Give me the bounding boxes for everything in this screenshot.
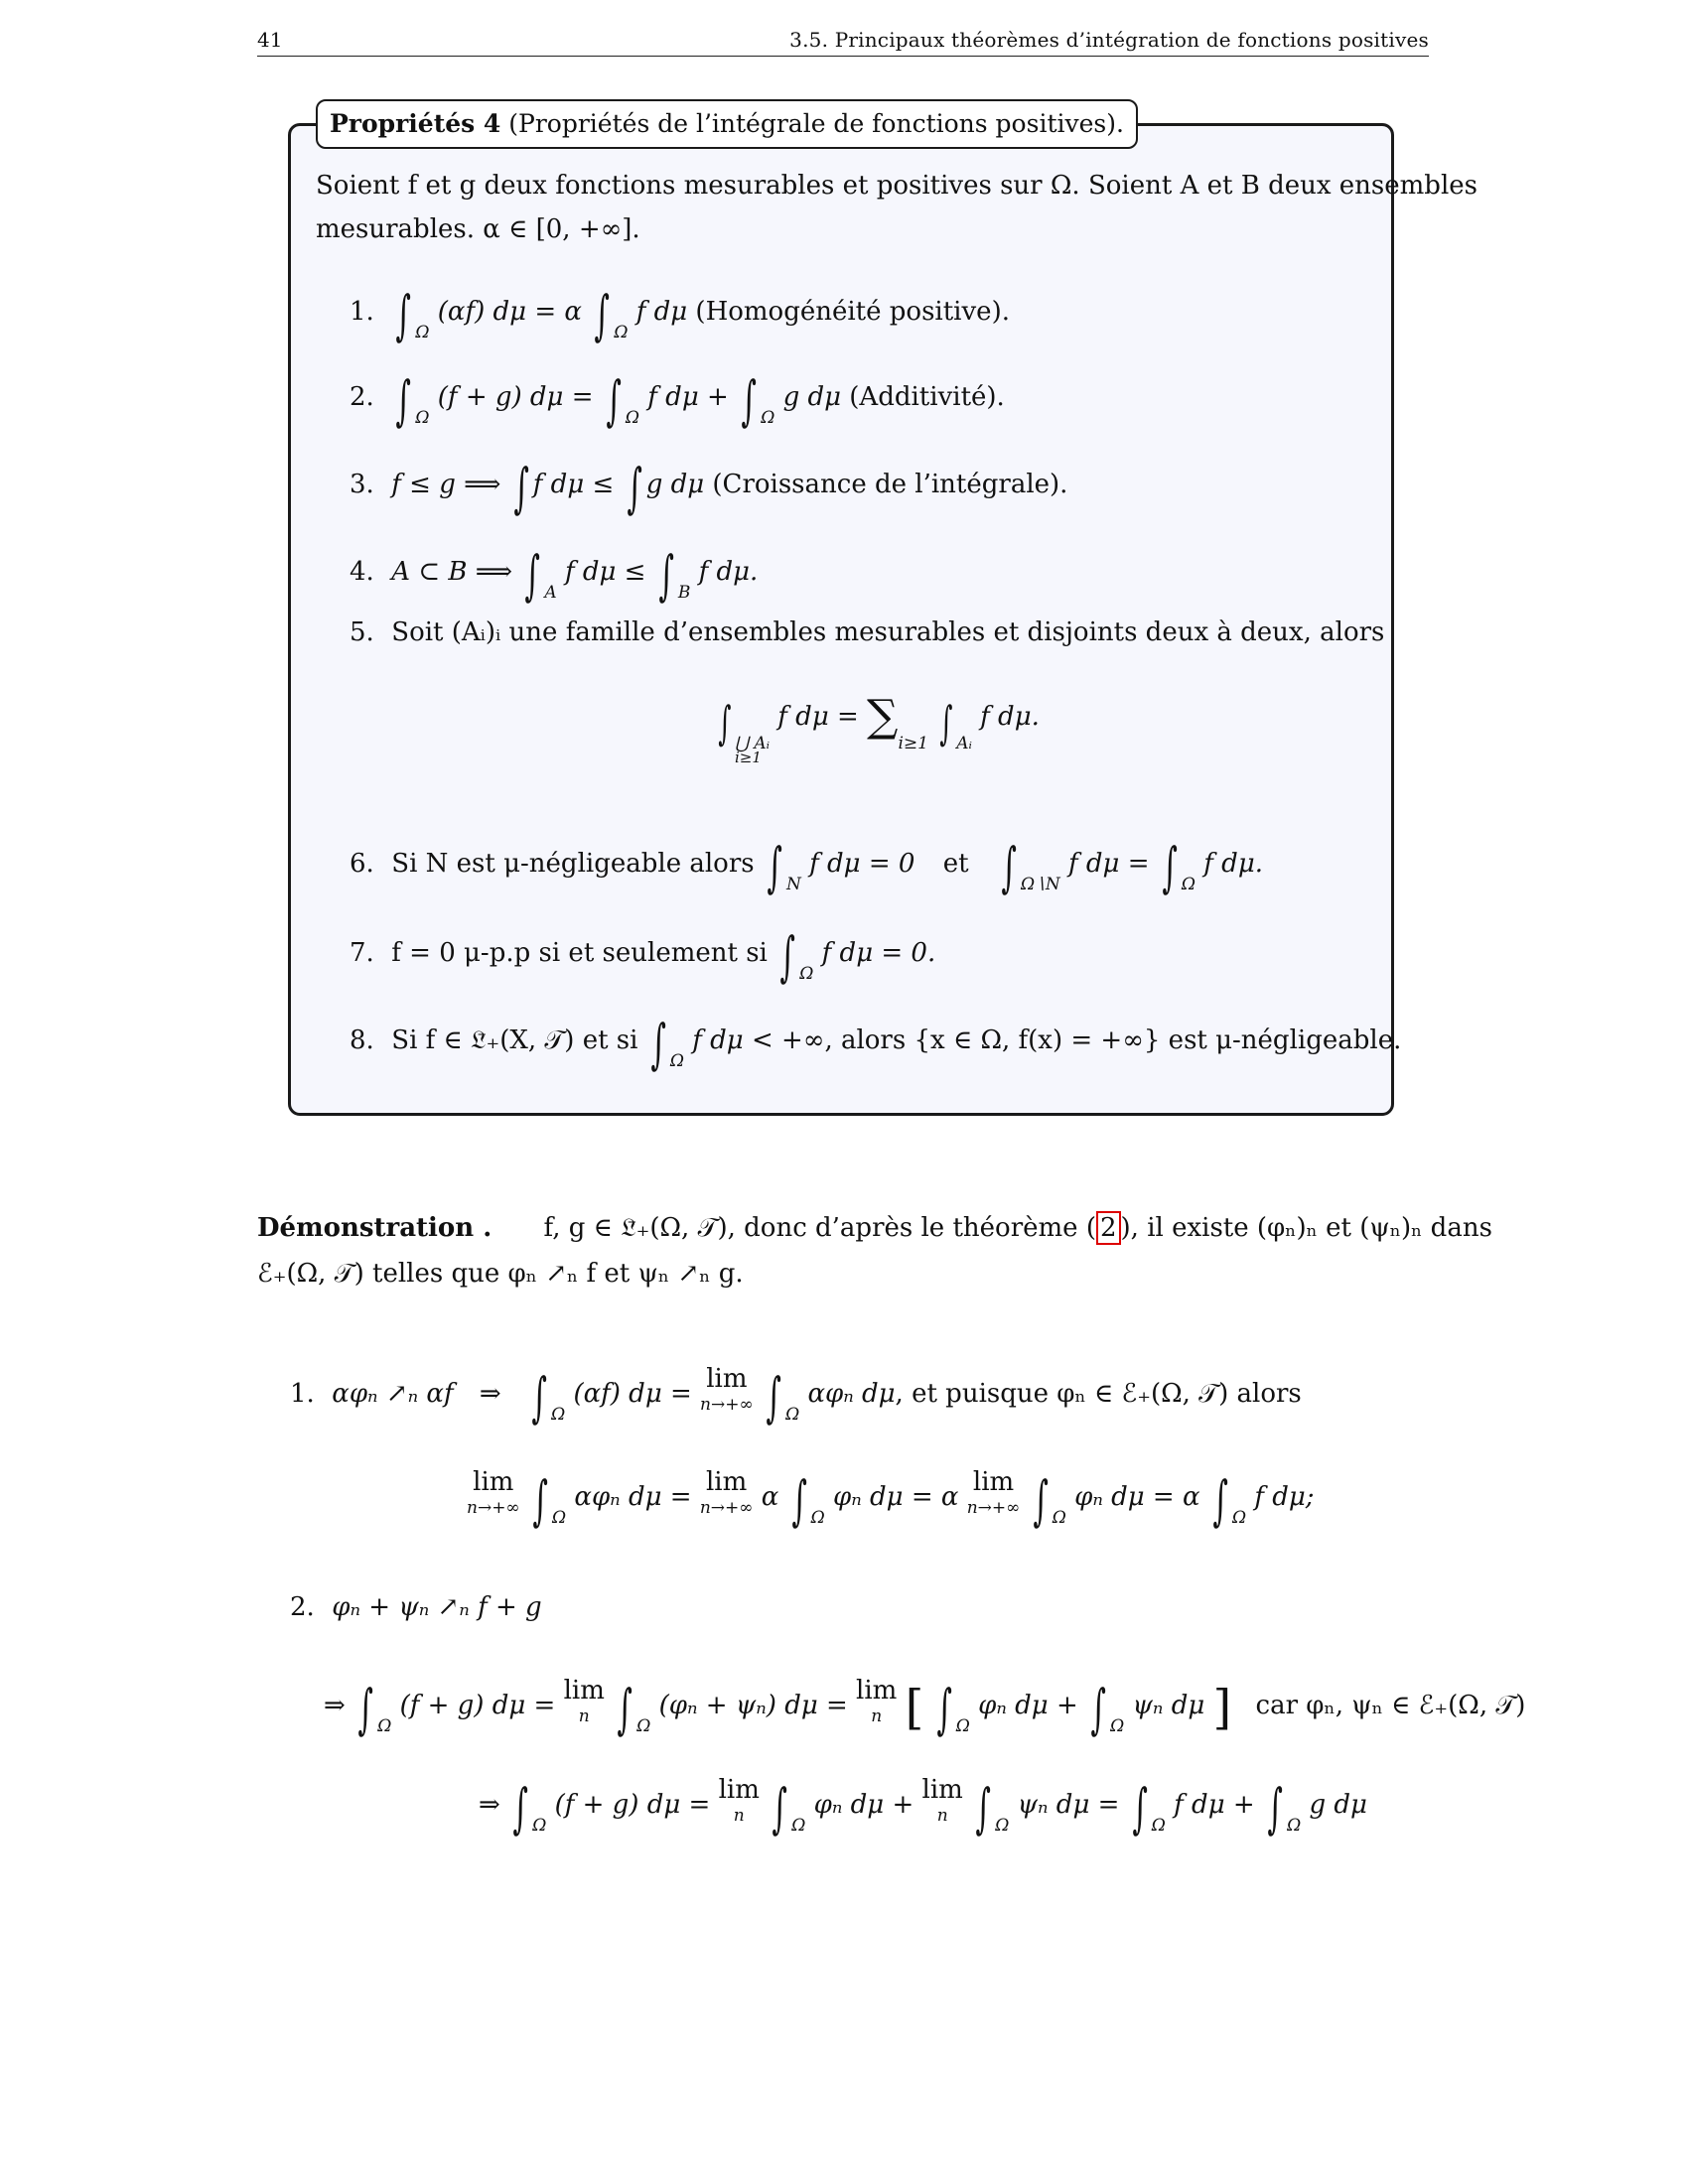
running-header	[257, 28, 1429, 57]
properties-title	[316, 99, 1138, 149]
item-number: 1.	[350, 297, 374, 327]
page-number: 41	[257, 28, 283, 52]
item-text: (Homogénéité positive).	[695, 297, 1010, 327]
item-number: 2.	[350, 382, 374, 412]
item-text: (Croissance de l’intégrale).	[712, 470, 1068, 499]
property-item-3: 3. f ≤ g ⟹ ∫ f dμ ≤ ∫ g dμ (Croissance de l’intégrale).	[350, 457, 1068, 519]
proof-text-1: f, g ∈ 𝔏̄₊(Ω, 𝒯), donc d’après le théorème (	[543, 1213, 1096, 1243]
item-number: 4.	[350, 557, 374, 587]
step2-head: φₙ + ψₙ ↗ₙ f + g	[332, 1592, 542, 1622]
step1-tail: , et puisque φₙ ∈ ℰ₊(Ω, 𝒯) alors	[895, 1379, 1302, 1409]
item-text: (Additivité).	[849, 382, 1005, 412]
step-number: 1.	[290, 1379, 315, 1409]
proof-line-2: ℰ₊(Ω, 𝒯) telles que φₙ ↗ₙ f et ψₙ ↗ₙ g.	[257, 1259, 744, 1289]
properties-title-bold: Propriétés 4	[330, 109, 501, 138]
property-item-7: 7. f = 0 μ-p.p si et seulement si ∫ $_\Omega$ f dμ = 0.	[350, 925, 936, 988]
property-item-5	[350, 617, 1384, 647]
item-text: Si f ∈ 𝔏̄₊(X, 𝒯) et si	[391, 1025, 638, 1055]
section-title: 3.5. Principaux théorèmes d’intégration de fonctions positives	[789, 28, 1429, 52]
property-item-8: 8. Si f ∈ 𝔏̄₊(X, 𝒯) et si ∫ $_\Omega$ f dμ < +∞, alors {x ∈ Ω, f(x) = +∞} est μ-négligeable.	[350, 1013, 1402, 1075]
item-number: 3.	[350, 470, 374, 499]
item-text: Si N est μ-négligeable alors	[391, 849, 755, 879]
item6-et: et	[942, 849, 969, 879]
proof-step-2	[290, 1592, 542, 1622]
intro-line-2: mesurables. α ∈ [0, +∞].	[316, 214, 640, 244]
formula-countable-additivity: ∫ $_{⋃ Aᵢ}$ f $d\mu = \sum_{i\ge 1}$ ∫ $_{Aᵢ}$ f dμ.	[718, 691, 1040, 753]
property-item-4: 4. A ⊂ B ⟹ ∫ $_A$ f dμ ≤ ∫ $_B$ f dμ.	[350, 544, 759, 607]
step-number: 2.	[290, 1592, 315, 1622]
item-text: Soit (Aᵢ)ᵢ une famille d’ensembles mesurables et disjoints deux à deux, alors	[391, 617, 1385, 647]
proof-label: Démonstration .	[257, 1213, 492, 1243]
property-item-1: 1. ∫ $_\Omega$ (αf) dμ = α ∫ $_\Omega$ f dμ (Homogénéité positive).	[350, 284, 1010, 346]
item8-tail: , alors {x ∈ Ω, f(x) = +∞} est μ-négligeable.	[824, 1025, 1402, 1055]
intro-line-1: Soient f et g deux fonctions mesurables et positives sur Ω. Soient A et B deux ensembles	[316, 171, 1477, 201]
item-number: 5.	[350, 617, 374, 647]
proof-text-1-end: ), il existe (φₙ)ₙ et (ψₙ)ₙ dans	[1120, 1213, 1492, 1243]
item-number: 7.	[350, 938, 374, 968]
proof-step-1: 1. αφₙ ↗ₙ αf ⇒ ∫ $_\Omega$ (αf) dμ = lim n→+∞ ∫ $_\Omega$ αφₙ dμ, et puisque φₙ ∈ ℰ₊(Ω, 𝒯) alors	[290, 1364, 1302, 1429]
item-text: f = 0 μ-p.p si et seulement si	[391, 938, 768, 968]
proof-line-1	[257, 1213, 1492, 1244]
item-number: 6.	[350, 849, 374, 879]
item-number: 8.	[350, 1025, 374, 1055]
property-item-6: 6. Si N est μ-négligeable alors ∫ $_N$ f dμ = 0 et ∫ $_{\Omega∖N}$ f dμ = ∫ $_\Omega$ f dμ.	[350, 836, 1263, 898]
proof-step-2-equation-2: ⇒ ∫ $_\Omega$ (f + g) dμ = lim n ∫ $_\Omega$ φₙ dμ + lim n ∫ $_\Omega$ ψₙ dμ = ∫ $_\Omega$ f dμ + ∫ $_\Omega$ g dμ	[479, 1775, 1367, 1840]
property-item-2: 2. ∫ $_\Omega$ (f + g) dμ = ∫ $_\Omega$ f dμ + ∫ $_\Omega$ g dμ (Additivité).	[350, 369, 1005, 432]
proof-step-2-equation-1: ⇒ ∫ $_\Omega$ (f + g) dμ = lim n ∫ $_\Omega$ (φₙ + ψₙ) dμ = lim n [ ∫ $_\Omega$ φₙ dμ + ∫ $_\Omega$ ψₙ dμ ] car φₙ, ψₙ ∈ ℰ₊(Ω, 𝒯)	[324, 1676, 1526, 1740]
proof-step-1-equation: lim n→+∞ ∫ $_\Omega$ αφₙ dμ = lim n→+∞ α ∫ $_\Omega$ φₙ dμ = α lim n→+∞ ∫ $_\Omega$ φₙ dμ = α ∫ $_\Omega$ f dμ;	[467, 1467, 1315, 1532]
theorem-reference-link[interactable]: 2	[1096, 1211, 1121, 1245]
step2-car: car φₙ, ψₙ ∈ ℰ₊(Ω, 𝒯)	[1255, 1691, 1526, 1720]
properties-title-rest: (Propriétés de l’intégrale de fonctions positives).	[500, 109, 1124, 138]
union-index: i≥1	[735, 749, 762, 766]
